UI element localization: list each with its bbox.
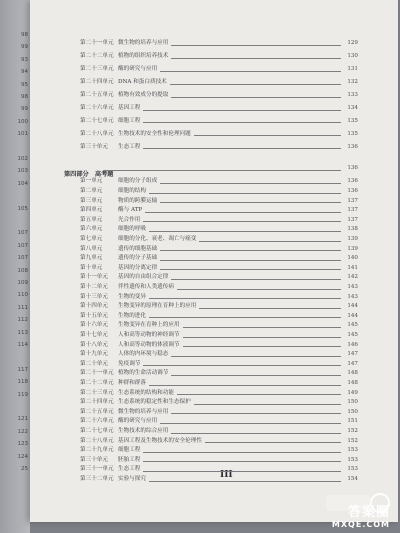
toc-row: [80, 310, 358, 319]
toc-unit: 第二十二单元: [80, 380, 114, 386]
toc-leader: [160, 423, 341, 424]
toc-unit: 第五单元: [80, 216, 103, 223]
toc-unit: 第四单元: [80, 207, 103, 214]
prev-page-number: 108: [17, 267, 28, 274]
toc-row: [80, 176, 358, 185]
toc-row: [80, 141, 358, 150]
prev-page-number: 25: [21, 466, 28, 472]
prev-page-number: 98: [21, 32, 28, 38]
prev-page-number: 95: [21, 81, 28, 88]
toc-page: 137: [347, 197, 358, 204]
toc-title: 遗传的细胞基础: [118, 245, 158, 252]
toc-unit: 第十二单元: [80, 284, 108, 290]
toc-unit: 第二单元: [80, 188, 103, 194]
toc-page: 130: [347, 53, 358, 60]
prev-page-number: 110: [17, 292, 28, 299]
toc-leader: [199, 308, 341, 309]
toc-title: 生态系统的结构和功能: [118, 389, 174, 396]
toc-row: [80, 195, 358, 204]
toc-leader: [149, 317, 341, 318]
toc-unit: 第十八单元: [80, 341, 108, 348]
toc-page: 147: [347, 360, 358, 367]
toc-page: 133: [347, 92, 358, 98]
toc-unit: 第二十五单元: [80, 408, 114, 415]
toc-row: [80, 186, 358, 195]
toc-leader: [143, 461, 341, 462]
prev-page-number: 114: [17, 342, 28, 348]
toc-page: 145: [347, 332, 358, 338]
toc-title: 微生物的培养与应用: [118, 408, 169, 415]
toc-unit: 第十九单元: [80, 351, 108, 358]
toc-title: 实验与探究: [118, 476, 146, 482]
toc-unit: 第二十六单元: [80, 104, 114, 111]
toc-row: [80, 474, 358, 483]
toc-page: 135: [347, 130, 358, 137]
toc-unit: 第二十八单元: [80, 130, 114, 137]
toc-row: [80, 234, 358, 243]
toc-unit: 第二十四单元: [80, 399, 114, 406]
toc-row: [80, 262, 358, 271]
watermark-cn: 答案圈: [347, 505, 390, 520]
prev-page-number: 123: [17, 441, 28, 448]
table-of-contents: [30, 0, 398, 522]
toc-page: 136: [347, 188, 358, 194]
toc-unit: 第二十三单元: [80, 389, 114, 396]
toc-page: 149: [347, 389, 358, 396]
toc-unit: 第三十单元: [80, 143, 108, 150]
toc-title: 胚胎工程: [118, 456, 141, 463]
prev-page-number: 107: [17, 255, 28, 262]
toc-row: [80, 339, 358, 348]
toc-unit: 第三单元: [80, 197, 103, 204]
toc-row: [80, 320, 358, 329]
toc-title: 生物变异的原理在育种上的应用: [118, 303, 197, 310]
toc-unit: 第十四单元: [80, 303, 108, 310]
toc-leader: [171, 375, 341, 376]
toc-row: [80, 243, 358, 252]
prev-page-number: 112: [17, 317, 28, 324]
toc-row: [80, 205, 358, 214]
toc-leader: [143, 471, 341, 472]
prev-page-number: 119: [17, 391, 28, 398]
toc-leader: [194, 135, 341, 136]
toc-leader: [205, 442, 341, 443]
toc-unit: 第一单元: [80, 178, 103, 185]
toc-title: 酶的研究与应用: [118, 418, 158, 425]
prev-page-number: 100: [17, 118, 28, 125]
toc-page: 132: [347, 79, 358, 86]
toc-unit: 第二十七单元: [80, 117, 114, 124]
toc-row: [80, 406, 358, 415]
toc-leader: [171, 97, 341, 98]
toc-unit: 第九单元: [80, 255, 103, 262]
toc-leader: [177, 289, 341, 290]
toc-row: [80, 330, 358, 339]
toc-title: 遗传的分子基础: [118, 255, 158, 262]
toc-row: [80, 272, 358, 281]
toc-unit: 第二十七单元: [80, 428, 114, 434]
toc-unit: 第十单元: [80, 264, 103, 271]
toc-title: 细胞的结构: [118, 188, 146, 194]
toc-leader: [103, 170, 341, 171]
toc-unit: 第十三单元: [80, 293, 108, 300]
prev-page-number: 107: [17, 230, 28, 237]
toc-page: 135: [347, 117, 358, 124]
toc-row: [80, 291, 358, 300]
toc-title: 酶与 ATP: [118, 207, 143, 214]
prev-page-number: 93: [21, 56, 28, 63]
toc-title: 基因工程及生物技术的安全伦理性: [118, 437, 202, 444]
toc-page: 139: [347, 245, 358, 252]
toc-page: 143: [347, 284, 358, 290]
prev-page-number: 98: [21, 94, 28, 100]
toc-title: 种群和群落: [118, 380, 146, 386]
toc-unit: 第八单元: [80, 245, 103, 252]
toc-row: [80, 464, 358, 473]
toc-title: 基因的自由组合定律: [118, 274, 169, 281]
toc-unit: 第三十一单元: [80, 466, 114, 473]
prev-page-number: 104: [17, 180, 28, 187]
toc-leader: [183, 327, 341, 328]
toc-page: 147: [347, 351, 358, 358]
prev-page-number: 117: [17, 366, 28, 373]
toc-leader: [171, 58, 341, 59]
toc-title: 细胞的分化、衰老、凋亡与癌变: [118, 236, 197, 242]
toc-row: [80, 90, 358, 99]
watermark-text: [332, 501, 390, 529]
toc-leader: [194, 404, 341, 405]
prev-page-number: 102: [17, 156, 28, 162]
toc-title: 基因工程: [118, 104, 141, 111]
toc-leader: [171, 413, 341, 414]
toc-row: [80, 349, 358, 358]
toc-page: 136: [347, 143, 358, 150]
toc-unit: 第三十单元: [80, 456, 108, 463]
toc-row: [80, 358, 358, 367]
toc-leader: [143, 110, 341, 111]
toc-leader: [149, 231, 341, 232]
toc-leader: [160, 202, 341, 203]
toc-title: 植物的生命活动调节: [118, 370, 169, 377]
toc-unit: 第十一单元: [80, 274, 108, 281]
toc-page: 142: [347, 274, 358, 281]
prev-page-number: 109: [17, 280, 28, 286]
toc-leader: [160, 71, 341, 72]
toc-row: [80, 387, 358, 396]
toc-leader: [143, 452, 341, 453]
toc-leader: [149, 193, 341, 194]
toc-title: 基因的分离定律: [118, 264, 158, 271]
toc-page: 140: [347, 255, 358, 262]
toc-leader: [177, 394, 341, 395]
toc-unit: 第十七单元: [80, 332, 108, 338]
toc-row: [80, 454, 358, 463]
toc-row: [80, 103, 358, 112]
prev-page-number: 105: [17, 205, 28, 212]
toc-page: 144: [347, 303, 358, 310]
toc-title: 生物的进化: [118, 312, 146, 319]
prev-page-number: 99: [21, 106, 28, 113]
toc-page: 151: [347, 418, 358, 425]
toc-row: [80, 368, 358, 377]
toc-unit: 第二十八单元: [80, 437, 114, 444]
toc-row: [80, 301, 358, 310]
toc-page: 136: [347, 178, 358, 185]
watermark-en: MXQE.COM: [331, 520, 390, 529]
toc-leader: [160, 269, 341, 270]
toc-unit: 第三十二单元: [80, 476, 114, 482]
toc-row: [80, 378, 358, 387]
prev-page-number: 99: [21, 44, 28, 51]
prev-page-number: 107: [17, 242, 28, 249]
toc-page: 148: [347, 380, 358, 386]
toc-page: 143: [347, 293, 358, 300]
toc-leader: [171, 279, 341, 280]
toc-leader: [149, 385, 341, 386]
toc-leader: [160, 183, 341, 184]
toc-unit: 第二十单元: [80, 360, 108, 367]
toc-leader: [171, 433, 341, 434]
toc-row: [80, 214, 358, 223]
toc-page: 141: [347, 264, 358, 271]
toc-title: 人和高等动物的神经调节: [118, 332, 180, 338]
toc-title: 人体的内环境与稳态: [118, 351, 169, 358]
toc-leader: [143, 122, 341, 123]
book-page: [30, 0, 398, 522]
toc-leader: [170, 84, 341, 85]
toc-row: [80, 128, 358, 137]
toc-unit: 第二十一单元: [80, 40, 114, 47]
prev-page-number: 124: [17, 453, 28, 460]
toc-leader: [149, 481, 341, 482]
toc-unit: 第十六单元: [80, 322, 108, 329]
toc-page: 154: [347, 476, 358, 482]
prev-page-number: 111: [17, 304, 28, 311]
toc-page: 134: [347, 104, 358, 111]
toc-page: 129: [347, 40, 358, 47]
toc-leader: [160, 260, 341, 261]
toc-leader: [143, 148, 341, 149]
prev-page-number: 94: [21, 69, 28, 76]
toc-unit: 第二十五单元: [80, 92, 114, 98]
toc-page: 144: [347, 312, 358, 319]
toc-page: 146: [347, 341, 358, 348]
part-title: 第四部分 高考题: [64, 171, 114, 178]
toc-leader: [160, 250, 341, 251]
prev-page-number: 118: [17, 379, 28, 386]
previous-page-edge: [0, 0, 30, 533]
toc-page: 150: [347, 399, 358, 406]
toc-title: 生态工程: [118, 143, 141, 150]
toc-leader: [199, 241, 341, 242]
toc-unit: 第二十一单元: [80, 370, 114, 377]
toc-unit: 第七单元: [80, 236, 103, 242]
prev-page-number: 122: [17, 428, 28, 435]
toc-row: [80, 115, 358, 124]
toc-page: 152: [347, 428, 358, 434]
toc-title: 人和高等动物的体液调节: [118, 341, 180, 348]
toc-title: 光合作用: [118, 216, 141, 223]
toc-page: 148: [347, 370, 358, 377]
toc-page: 150: [347, 408, 358, 415]
toc-page: 131: [347, 66, 358, 73]
toc-page: 145: [347, 322, 358, 329]
toc-title: 细胞工程: [118, 447, 141, 454]
toc-leader: [183, 346, 341, 347]
toc-page: 139: [347, 236, 358, 242]
toc-page: 152: [347, 437, 358, 444]
toc-title: 生物变异在育种上的应用: [118, 322, 180, 329]
toc-unit: 第十五单元: [80, 312, 108, 319]
toc-title: 微生物的培养与应用: [118, 40, 169, 47]
toc-leader: [145, 212, 341, 213]
toc-row: [80, 426, 358, 435]
prev-page-number: 103: [17, 168, 28, 175]
toc-unit: 第二十三单元: [80, 66, 114, 73]
toc-row: [80, 435, 358, 444]
toc-title: 生物技术的安全性和伦理问题: [118, 130, 191, 137]
toc-title: 细胞的分子组成: [118, 178, 158, 185]
toc-row: [80, 64, 358, 73]
toc-row: [80, 224, 358, 233]
prev-page-number: 113: [17, 329, 28, 336]
toc-title: 生物的变异: [118, 293, 146, 300]
toc-title: 物质的跨膜运输: [118, 197, 158, 204]
toc-title: 生态工程: [118, 466, 141, 473]
toc-leader: [143, 221, 341, 222]
toc-leader: [143, 365, 341, 366]
toc-row: [80, 445, 358, 454]
toc-row: [80, 416, 358, 425]
toc-page: 137: [347, 207, 358, 214]
toc-page: 138: [347, 226, 358, 233]
toc-title: 生物技术的综合应用: [118, 428, 169, 434]
page-number: III: [220, 470, 233, 480]
toc-title: 酶的研究与应用: [118, 66, 158, 73]
toc-title: 免疫调节: [118, 360, 141, 367]
toc-title: 植物的组织培养技术: [118, 53, 169, 60]
prev-page-number: 101: [17, 131, 28, 138]
toc-unit: 第二十二单元: [80, 53, 114, 60]
toc-row: [80, 77, 358, 86]
prev-page-number: 121: [17, 416, 28, 423]
toc-title: 细胞的呼吸: [118, 226, 146, 233]
toc-page: 153: [347, 456, 358, 463]
toc-leader: [183, 337, 341, 338]
toc-title: 细胞工程: [118, 117, 141, 124]
toc-leader: [171, 45, 341, 46]
part-leader-row: [100, 163, 358, 172]
toc-page: 153: [347, 466, 358, 473]
toc-unit: 第二十六单元: [80, 418, 114, 425]
toc-leader: [171, 356, 341, 357]
toc-page: 153: [347, 447, 358, 454]
toc-title: 伴性遗传和人类遗传病: [118, 284, 174, 290]
toc-unit: 第六单元: [80, 226, 103, 233]
toc-row: [80, 51, 358, 60]
toc-row: [80, 397, 358, 406]
part-page: 136: [347, 165, 358, 172]
toc-title: 植物有效成分的提取: [118, 92, 169, 98]
toc-row: [80, 282, 358, 291]
toc-row: [80, 38, 358, 47]
toc-title: DNA 和蛋白质技术: [118, 79, 167, 86]
toc-unit: 第二十九单元: [80, 447, 114, 454]
toc-page: 137: [347, 216, 358, 223]
toc-leader: [149, 298, 341, 299]
toc-title: 生态系统的稳定性和生态保护: [118, 399, 191, 406]
toc-unit: 第二十四单元: [80, 79, 114, 86]
toc-row: [80, 253, 358, 262]
